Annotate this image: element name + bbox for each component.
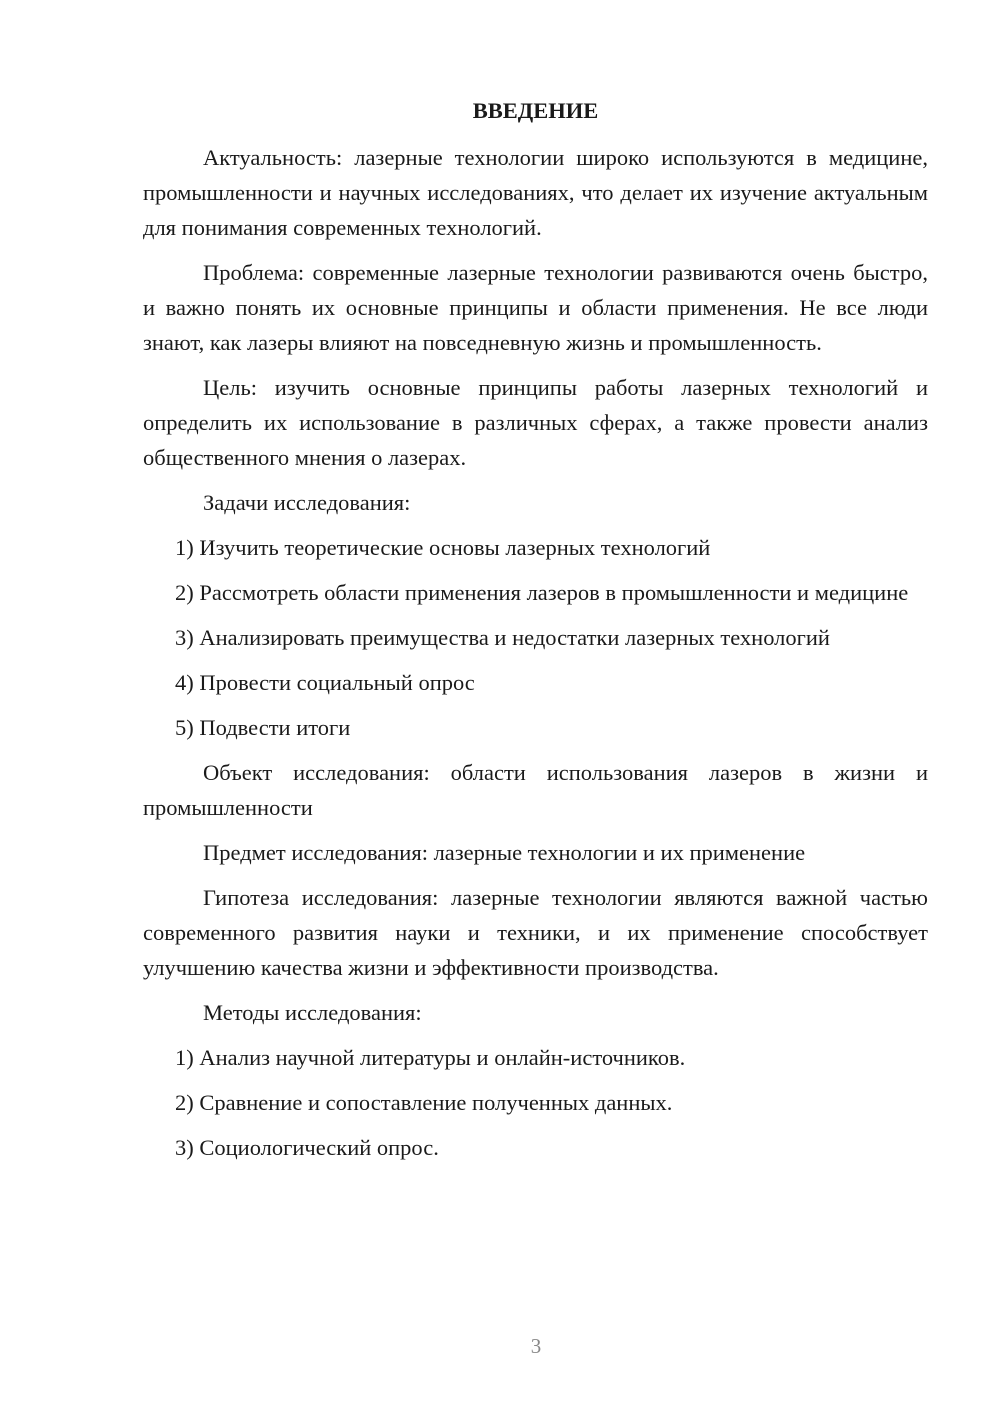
task-item-4: 4) Провести социальный опрос	[175, 670, 475, 695]
paragraph-problem: Проблема: современные лазерные технологии развиваются очень быстро, и важно понять их основные принципы и области применения. Не все люди знают, как лазеры влияют на повседневную жизнь и промышленность.	[143, 260, 928, 355]
paragraph-tasks-heading: Задачи исследования:	[203, 490, 411, 515]
task-item-1: 1) Изучить теоретические основы лазерных технологий	[175, 535, 711, 560]
paragraph-hypothesis: Гипотеза исследования: лазерные технологии являются важной частью современного развития науки и техники, и их применение способствует улучшению качества жизни и эффективности производства.	[143, 885, 928, 980]
method-item-2: 2) Сравнение и сопоставление полученных данных.	[175, 1090, 673, 1115]
document-body	[143, 93, 928, 1175]
method-item-1: 1) Анализ научной литературы и онлайн-источников.	[175, 1045, 686, 1070]
section-title: ВВЕДЕНИЕ	[472, 98, 599, 123]
task-item-3: 3) Анализировать преимущества и недостатки лазерных технологий	[175, 625, 830, 650]
paragraph-relevance: Актуальность: лазерные технологии широко используются в медицине, промышленности и научных исследованиях, что делает их изучение актуальным для понимания современных технологий.	[143, 145, 928, 240]
paragraph-object: Объект исследования: области использования лазеров в жизни и промышленности	[143, 760, 928, 820]
task-item-5: 5) Подвести итоги	[175, 715, 351, 740]
paragraph-subject: Предмет исследования: лазерные технологии и их применение	[203, 840, 806, 865]
paragraph-methods-heading: Методы исследования:	[203, 1000, 422, 1025]
page-number: 3	[530, 1334, 542, 1358]
paragraph-goal: Цель: изучить основные принципы работы лазерных технологий и определить их использование в различных сферах, а также провести анализ общественного мнения о лазерах.	[143, 375, 928, 470]
method-item-3: 3) Социологический опрос.	[175, 1135, 439, 1160]
task-item-2: 2) Рассмотреть области применения лазеров в промышленности и медицине	[175, 580, 909, 605]
